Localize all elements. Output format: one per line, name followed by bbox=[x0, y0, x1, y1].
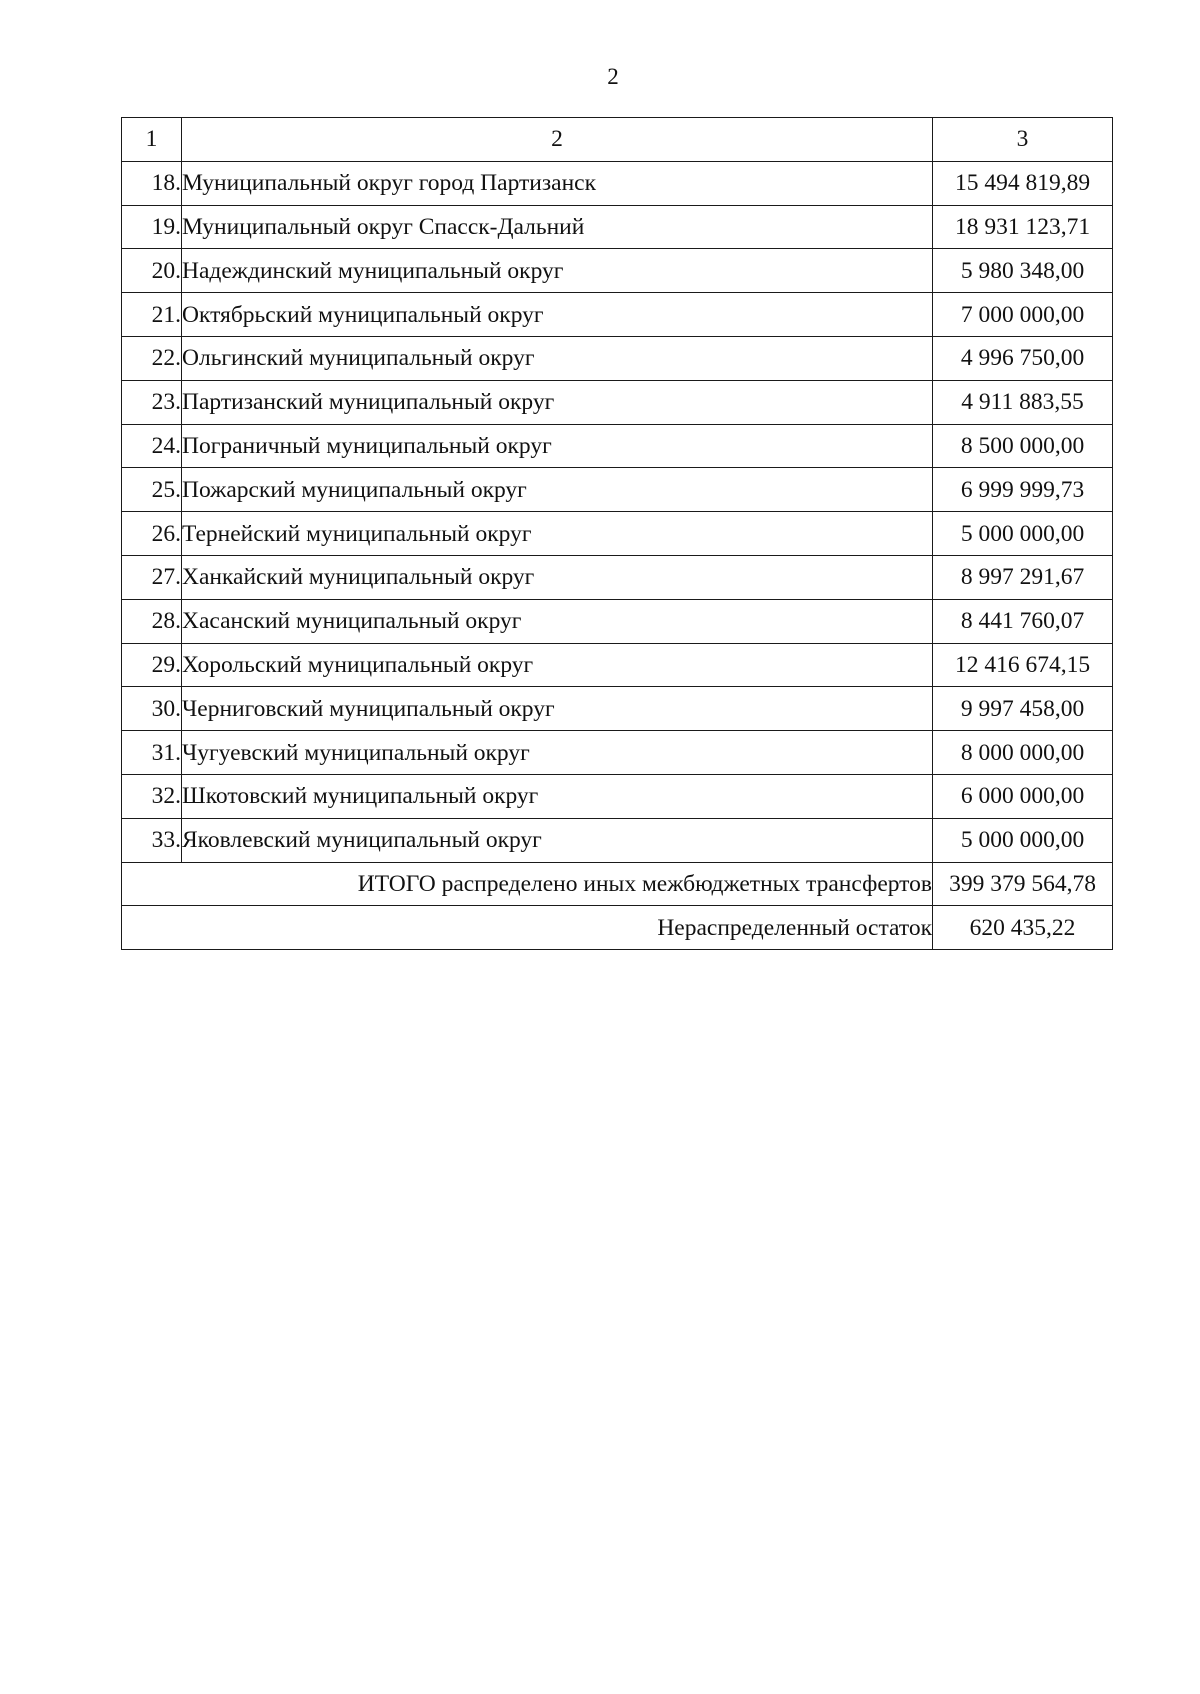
total-amount: 399 379 564,78 bbox=[933, 862, 1113, 906]
table-row bbox=[122, 249, 1113, 293]
district-name: Хорольский муниципальный округ bbox=[182, 643, 933, 687]
column-header-1: 1 bbox=[122, 118, 182, 162]
row-number: 32. bbox=[122, 774, 182, 818]
row-number: 28. bbox=[122, 599, 182, 643]
column-header-3: 3 bbox=[933, 118, 1113, 162]
row-number: 26. bbox=[122, 512, 182, 556]
table-body bbox=[122, 161, 1113, 949]
district-name: Ольгинский муниципальный округ bbox=[182, 336, 933, 380]
transfer-amount: 8 000 000,00 bbox=[933, 731, 1113, 775]
transfer-amount: 8 500 000,00 bbox=[933, 424, 1113, 468]
transfer-amount: 12 416 674,15 bbox=[933, 643, 1113, 687]
remainder-label: Нераспределенный остаток bbox=[122, 906, 933, 950]
transfer-amount: 6 000 000,00 bbox=[933, 774, 1113, 818]
table-row bbox=[122, 599, 1113, 643]
transfer-amount: 9 997 458,00 bbox=[933, 687, 1113, 731]
table-row bbox=[122, 512, 1113, 556]
table-row bbox=[122, 687, 1113, 731]
district-name: Шкотовский муниципальный округ bbox=[182, 774, 933, 818]
district-name: Партизанский муниципальный округ bbox=[182, 380, 933, 424]
table-row bbox=[122, 731, 1113, 775]
row-number: 25. bbox=[122, 468, 182, 512]
allocation-table bbox=[121, 117, 1113, 950]
row-number: 33. bbox=[122, 818, 182, 862]
table-row bbox=[122, 380, 1113, 424]
row-number: 18. bbox=[122, 161, 182, 205]
row-number: 20. bbox=[122, 249, 182, 293]
row-number: 22. bbox=[122, 336, 182, 380]
district-name: Хасанский муниципальный округ bbox=[182, 599, 933, 643]
remainder-row bbox=[122, 906, 1113, 950]
row-number: 31. bbox=[122, 731, 182, 775]
district-name: Яковлевский муниципальный округ bbox=[182, 818, 933, 862]
table-row bbox=[122, 293, 1113, 337]
total-label: ИТОГО распределено иных межбюджетных трансфертов bbox=[122, 862, 933, 906]
district-name: Надеждинский муниципальный округ bbox=[182, 249, 933, 293]
district-name: Ханкайский муниципальный округ bbox=[182, 555, 933, 599]
table-row bbox=[122, 555, 1113, 599]
row-number: 21. bbox=[122, 293, 182, 337]
transfer-amount: 5 980 348,00 bbox=[933, 249, 1113, 293]
table-row bbox=[122, 205, 1113, 249]
transfer-amount: 4 996 750,00 bbox=[933, 336, 1113, 380]
row-number: 23. bbox=[122, 380, 182, 424]
district-name: Черниговский муниципальный округ bbox=[182, 687, 933, 731]
transfer-amount: 5 000 000,00 bbox=[933, 512, 1113, 556]
transfer-amount: 8 441 760,07 bbox=[933, 599, 1113, 643]
table-row bbox=[122, 336, 1113, 380]
table-row bbox=[122, 643, 1113, 687]
district-name: Тернейский муниципальный округ bbox=[182, 512, 933, 556]
row-number: 24. bbox=[122, 424, 182, 468]
district-name: Пограничный муниципальный округ bbox=[182, 424, 933, 468]
table-row bbox=[122, 774, 1113, 818]
table-row bbox=[122, 818, 1113, 862]
transfer-amount: 7 000 000,00 bbox=[933, 293, 1113, 337]
total-row bbox=[122, 862, 1113, 906]
district-name: Чугуевский муниципальный округ bbox=[182, 731, 933, 775]
transfer-amount: 8 997 291,67 bbox=[933, 555, 1113, 599]
district-name: Муниципальный округ город Партизанск bbox=[182, 161, 933, 205]
page-number: 2 bbox=[607, 64, 619, 89]
table-row bbox=[122, 424, 1113, 468]
row-number: 27. bbox=[122, 555, 182, 599]
transfer-amount: 15 494 819,89 bbox=[933, 161, 1113, 205]
transfer-amount: 4 911 883,55 bbox=[933, 380, 1113, 424]
transfer-amount: 5 000 000,00 bbox=[933, 818, 1113, 862]
district-name: Пожарский муниципальный округ bbox=[182, 468, 933, 512]
row-number: 19. bbox=[122, 205, 182, 249]
district-name: Октябрьский муниципальный округ bbox=[182, 293, 933, 337]
remainder-amount: 620 435,22 bbox=[933, 906, 1113, 950]
column-header-2: 2 bbox=[182, 118, 933, 162]
table-header-row bbox=[122, 118, 1113, 162]
district-name: Муниципальный округ Спасск-Дальний bbox=[182, 205, 933, 249]
table-header bbox=[122, 118, 1113, 162]
transfer-amount: 6 999 999,73 bbox=[933, 468, 1113, 512]
table-row bbox=[122, 468, 1113, 512]
row-number: 30. bbox=[122, 687, 182, 731]
transfer-amount: 18 931 123,71 bbox=[933, 205, 1113, 249]
row-number: 29. bbox=[122, 643, 182, 687]
table-row bbox=[122, 161, 1113, 205]
